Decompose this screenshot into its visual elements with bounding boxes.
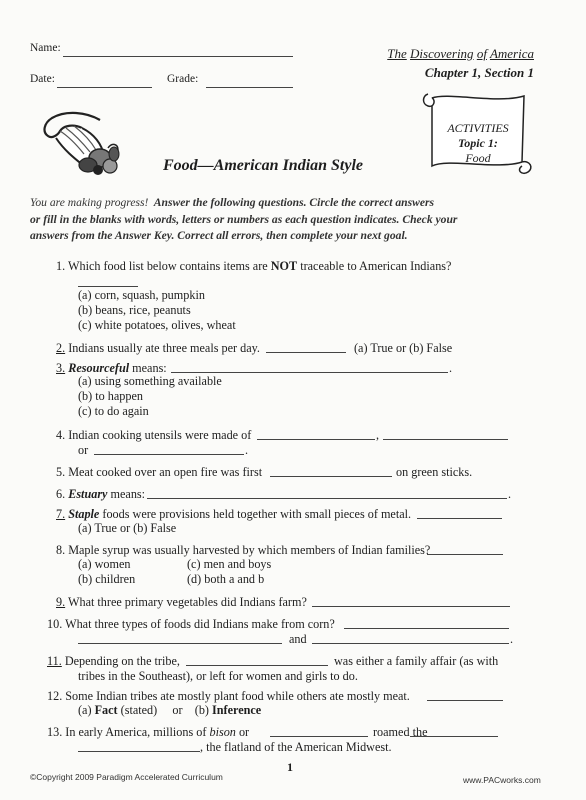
question-number: 1. [56, 259, 66, 273]
inference-label: Inference [212, 703, 262, 717]
question-2 [56, 340, 260, 356]
q11-answer-blank[interactable] [186, 665, 328, 666]
question-10 [47, 616, 335, 632]
period: . [510, 632, 514, 646]
q3-option-c[interactable]: (c) to do again [78, 404, 149, 418]
chapter-heading: Chapter 1, Section 1 [424, 65, 534, 80]
question-number: 3. [56, 361, 66, 375]
period: . [245, 443, 249, 457]
question-5 [56, 464, 262, 480]
copyright: ©Copyright 2009 Paradigm Accelerated Curriculum [30, 772, 223, 782]
website: www.PACworks.com [463, 775, 541, 785]
book-title [387, 46, 534, 62]
q9-answer-blank[interactable] [312, 606, 510, 607]
q13-answer-blank-2[interactable] [410, 736, 498, 737]
q7-answer-blank[interactable] [417, 518, 502, 519]
question-1 [56, 258, 451, 274]
question-4 [56, 427, 251, 443]
question-text-end: , the flatland of the American Midwest. [200, 740, 392, 754]
q8-option-b[interactable]: (b) children [78, 572, 136, 586]
option-letter: (b) [194, 703, 213, 717]
question-text-or: or [235, 725, 250, 739]
q1-answer-blank[interactable] [78, 286, 138, 287]
scroll-food: Food [465, 151, 491, 165]
period: . [449, 361, 453, 375]
question-text: Depending on the tribe, [64, 654, 180, 668]
intro-line1: Answer the following questions. Circle the correct answers [153, 196, 435, 209]
bison-word: bison [209, 725, 236, 739]
q1-option-a[interactable]: (a) corn, squash, pumpkin [78, 288, 205, 302]
q10-answer-blank-3[interactable] [312, 643, 509, 644]
intro-lead: You are making progress! [30, 196, 149, 209]
question-text: In early America, millions of [65, 725, 210, 739]
or-text: or [78, 443, 89, 457]
question-6 [56, 486, 145, 502]
emphasis-not: NOT [270, 259, 298, 273]
q1-options [78, 288, 236, 333]
vocab-term: Staple [68, 507, 100, 521]
q2-choices[interactable]: (a) True or (b) False [354, 341, 453, 355]
question-number: 11. [47, 654, 62, 668]
option-letter: (a) [78, 703, 95, 717]
vocab-term: Resourceful [68, 361, 130, 375]
q13-answer-blank-1[interactable] [270, 736, 368, 737]
question-text-end: on green sticks. [396, 465, 473, 479]
q10-answer-blank-2[interactable] [78, 643, 282, 644]
question-text: Meat cooked over an open fire was first [68, 465, 263, 479]
question-7 [56, 506, 411, 522]
question-number: 5. [56, 465, 66, 479]
q12-options [78, 703, 261, 718]
q3-options [78, 374, 222, 419]
intro-line3: answers from the Answer Key. Correct all errors, then complete your next goal. [30, 229, 408, 242]
question-number: 12. [47, 689, 63, 703]
q6-answer-blank[interactable] [147, 498, 507, 499]
q8-option-d[interactable]: (d) both a and b [187, 572, 265, 586]
q12-option-a[interactable] [78, 703, 157, 717]
book-title-the: The [387, 46, 407, 61]
question-text: means: [107, 487, 146, 501]
q4-answer-blank-2[interactable] [383, 439, 508, 440]
stated-label: (stated) [117, 703, 158, 717]
question-number: 4. [56, 428, 66, 442]
comma: , [376, 428, 380, 442]
q1-option-c[interactable]: (c) white potatoes, olives, wheat [78, 318, 236, 332]
book-title-of: of [476, 46, 487, 61]
q7-choices[interactable]: (a) True or (b) False [78, 521, 177, 535]
book-title-discovering: Discovering [410, 46, 474, 61]
instructions [30, 195, 566, 245]
q3-answer-blank[interactable] [171, 372, 448, 373]
question-11 [47, 653, 180, 669]
q8-answer-blank[interactable] [427, 554, 503, 555]
scroll-activities: ACTIVITIES [447, 121, 509, 135]
question-number: 7. [56, 507, 66, 521]
period: . [508, 487, 512, 501]
question-number: 8. [56, 543, 66, 557]
question-12 [47, 688, 410, 704]
q13-answer-blank-3[interactable] [78, 751, 200, 752]
date-field[interactable] [57, 87, 152, 88]
question-text: What three primary vegetables did Indians farm? [67, 595, 307, 609]
question-text: Indian cooking utensils were made of [68, 428, 252, 442]
question-number: 6. [56, 487, 66, 501]
date-label: Date: [30, 73, 55, 85]
book-title-america: America [489, 46, 534, 61]
question-8 [56, 542, 430, 558]
q4-answer-blank-3[interactable] [94, 454, 244, 455]
grade-label: Grade: [167, 73, 199, 85]
q12-answer-blank[interactable] [427, 700, 503, 701]
fact-label: Fact [94, 703, 118, 717]
q3-option-a[interactable]: (a) using something available [78, 374, 222, 388]
question-text: Some Indian tribes ate mostly plant food while others ate mostly meat. [65, 689, 410, 703]
question-text-line2: tribes in the Southeast), or left for women and girls to do. [78, 669, 358, 683]
q8-option-a[interactable]: (a) women [78, 557, 131, 571]
q2-answer-blank[interactable] [266, 352, 346, 353]
question-text: Maple syrup was usually harvested by which members of Indian families? [68, 543, 431, 557]
question-text-end: traceable to American Indians? [297, 259, 452, 273]
roamed-text: roamed the [373, 725, 428, 739]
question-number: 13. [47, 725, 63, 739]
grade-field[interactable] [206, 87, 293, 88]
question-text: Which food list below contains items are [67, 259, 271, 273]
question-9 [56, 594, 307, 610]
name-field[interactable] [63, 56, 293, 57]
question-text-end: was either a family affair (as with [334, 654, 499, 668]
or-text: or [172, 703, 183, 717]
intro-line2: or fill in the blanks with words, letters or numbers as each question indicates. Check your [30, 212, 458, 226]
question-13 [47, 724, 249, 740]
cornucopia-icon [38, 108, 124, 178]
name-label: Name: [30, 42, 61, 54]
question-number: 10. [47, 617, 63, 631]
question-text: Indians usually ate three meals per day. [68, 341, 260, 355]
q10-answer-blank-1[interactable] [344, 628, 509, 629]
question-text: foods were provisions held together with small pieces of metal. [99, 507, 412, 521]
page-title: Food—American Indian Style [163, 157, 364, 174]
page-number: 1 [287, 760, 293, 774]
q4-answer-blank-1[interactable] [257, 439, 375, 440]
question-number: 9. [56, 595, 66, 609]
q12-option-b[interactable] [195, 703, 261, 717]
q8-option-c[interactable]: (c) men and boys [187, 557, 272, 571]
and-text: and [289, 632, 307, 646]
question-number: 2. [56, 341, 66, 355]
question-text: means: [129, 361, 167, 375]
activities-scroll [418, 88, 538, 180]
q3-option-b[interactable]: (b) to happen [78, 389, 143, 403]
vocab-term: Estuary [68, 487, 108, 501]
question-text: What three types of foods did Indians make from corn? [65, 617, 335, 631]
q1-option-b[interactable]: (b) beans, rice, peanuts [78, 303, 191, 317]
q5-answer-blank[interactable] [270, 476, 392, 477]
scroll-topic: Topic 1: [458, 136, 498, 150]
